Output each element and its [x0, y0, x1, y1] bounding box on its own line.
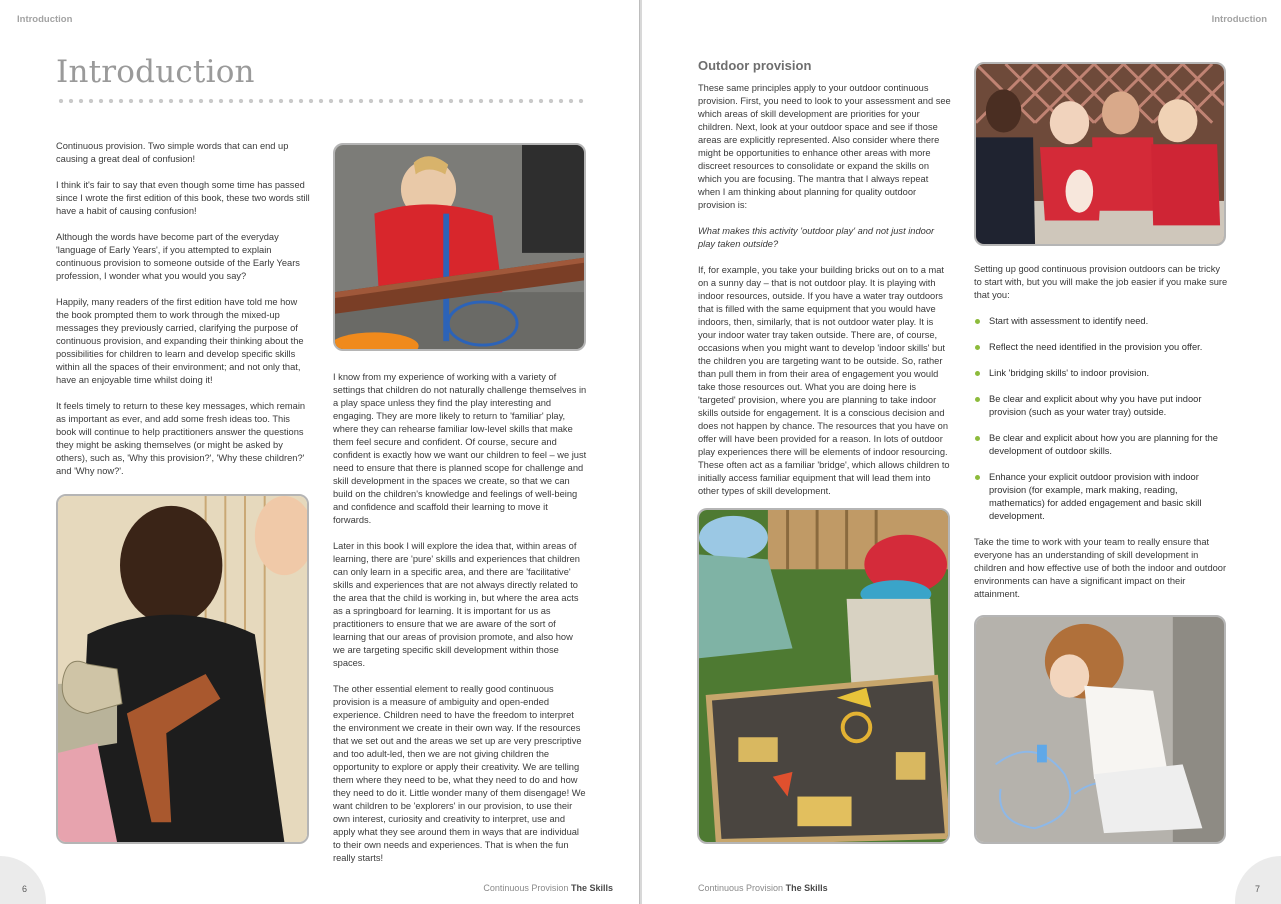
page-footer [698, 883, 828, 893]
running-head: Introduction [17, 14, 73, 25]
page-title: Introduction [56, 54, 255, 90]
list-item: Enhance your explicit outdoor provision with indoor provision (for example, mark making, reading, mathematics) for added engagement and basic skill development. [974, 471, 1230, 523]
footer-book: The Skills [570, 883, 613, 893]
photo-boy-pouring [56, 494, 309, 844]
running-head: Introduction [1211, 14, 1267, 25]
paragraph: Although the words have become part of the everyday 'language of Early Years', if you attempted to explain continuous provision to someone outside of the Early Years profession, I wonder what you would you say? [56, 232, 300, 281]
paragraph: Take the time to work with your team to really ensure that everyone has an understanding of skill development in children and how effective use of both the indoor and outdoor environments can have a significant impact on their attainment. [974, 537, 1227, 599]
list-item: Reflect the need identified in the provision you offer. [974, 341, 1230, 354]
paragraph: It feels timely to return to these key messages, which remain as important as ever, and add some fresh ideas too. This book will continue to help practitioners answer the questions they might be asking themselves (or might be asked by others), such as, 'Why this provision?', 'Why these children?' and 'Why now?'. [56, 401, 306, 476]
list-item: Be clear and explicit about why you have put indoor provision (such as your water tray) outside. [974, 393, 1230, 419]
paragraph: Continuous provision. Two simple words that can end up causing a great deal of confusion! [56, 141, 289, 164]
paragraph: Happily, many readers of the first edition have told me how the book prompted them to work through the mixed-up messages they previously carried, clarifying the purpose of continuous provision, and expanding their thinking about the possibilities for children to learn and develop specific skills within all the spaces of their environment; and not only that, have an enjoyable time whilst doing it! [56, 297, 304, 385]
right-page [642, 0, 1281, 904]
paragraph: Later in this book I will explore the idea that, within areas of learning, there are 'pure' skills and experiences that children can only learn in a specific area, and there are 'facilitative' skills and experiences that are not always directly related to the area that the child is working in, but where the area acts as a springboard for learning. It is important for us as practitioners to ensure that we are aware of the sort of learning that our areas of provision promote, and also how we are targeting specific skill development within those spaces. [333, 541, 580, 668]
page-number: 6 [22, 884, 28, 894]
dotted-divider [56, 98, 588, 104]
left-page [0, 0, 640, 904]
paragraph: These same principles apply to your outdoor continuous provision. First, you need to look to your assessment and see which areas of skill development are priorities for your children. Next, look at your outdoor space and see if those areas are explicitly represented. Also consider where there might be opportunities to enhance other areas with more discreet resources to consolidate or expand the skills on which you are focusing. The mantra that I always repeat when I am thinking about planning for quality outdoor provision is: [698, 83, 951, 210]
checklist [974, 315, 1230, 523]
page-number-tab [1235, 856, 1281, 904]
paragraph: Setting up good continuous provision outdoors can be tricky to start with, but you will make the job easier if you make sure that you: [974, 264, 1228, 300]
photo-outdoor-art-tray [697, 508, 950, 844]
page-number: 7 [1254, 884, 1260, 894]
page-footer [483, 883, 613, 893]
paragraph: I know from my experience of working with a variety of settings that children do not naturally challenge themselves in a play space unless they find the play interesting and engaging. They are more likely to return to 'familiar' play, where they can rehearse familiar low-level skills that make them feel secure and confident. Of course, secure and confident is exactly how we want our children to feel – we just need to ensure that there is planned scope for challenge and skill development in the spaces we create, so that we can build on the children's knowledge and feelings of well-being and confidence and scaffold their learning to move it forwards. [333, 372, 587, 525]
section-subheading: Outdoor provision [698, 58, 812, 73]
photo-boy-water-pipe [333, 143, 586, 351]
mantra-quote: What makes this activity 'outdoor play' and not just indoor play taken outside? [698, 226, 935, 249]
list-item: Link 'bridging skills' to indoor provision. [974, 367, 1230, 380]
paragraph: I think it's fair to say that even though some time has passed since I wrote the first edition of this book, these two words still have a habit of causing confusion! [56, 180, 310, 216]
photo-group-of-children [974, 62, 1226, 246]
paragraph: The other essential element to really good continuous provision is a measure of ambiguity and open-ended experience. Children need to have the freedom to interpret the environment we create in their own way. If the resources that we set out and the areas we set up are very prescriptive and too adult-led, then we are not giving children the opportunity to explore or apply their creativity. We are telling them where they need to be, what they need to do and how they need to do it. Little wonder many of them disengage! We want children to be 'explorers' in our provision, to use their own interest, curiosity and creativity to interpret, use and apply what they see around them in ways that are individual to their own needs and experiences. That is when the fun really starts! [333, 684, 586, 863]
list-item: Start with assessment to identify need. [974, 315, 1230, 328]
paragraph: If, for example, you take your building bricks out on to a mat on a sunny day – that is not outdoor play. It is playing with indoor resources, outside. If you have a water tray outdoors that is filled with the same equipment that you would have indoors, then, similarly, that is not outdoor water play. It is your indoor water tray taken outside. There are, of course, occasions when you might want to develop 'indoor skills' but the children you are targeting want to be outside. So, rather than pull them in from their area of engagement you would take those resources out. What you are doing here is 'targeted' provision, where you are planning to take indoor skills outside for engagement. It is a conscious decision and does not happen by chance. The resources that you have on offer will have been provided for a reason. In lots of outdoor play experiences there will be elements of indoor resourcing. These often act as a familiar 'bridge', which allows children to initially access familiar equipment that will lead them into other types of skill development. [698, 265, 950, 496]
left-column-2 [333, 371, 587, 865]
left-column-1 [56, 140, 310, 478]
footer-series: Continuous Provision [483, 883, 569, 893]
right-column-1 [698, 82, 952, 498]
footer-book: The Skills [785, 883, 828, 893]
page-number-tab [0, 856, 46, 904]
footer-series: Continuous Provision [698, 883, 784, 893]
list-item: Be clear and explicit about how you are planning for the development of outdoor skills. [974, 432, 1230, 458]
right-column-2 [974, 263, 1230, 601]
photo-girl-chalk-drawing [974, 615, 1226, 844]
